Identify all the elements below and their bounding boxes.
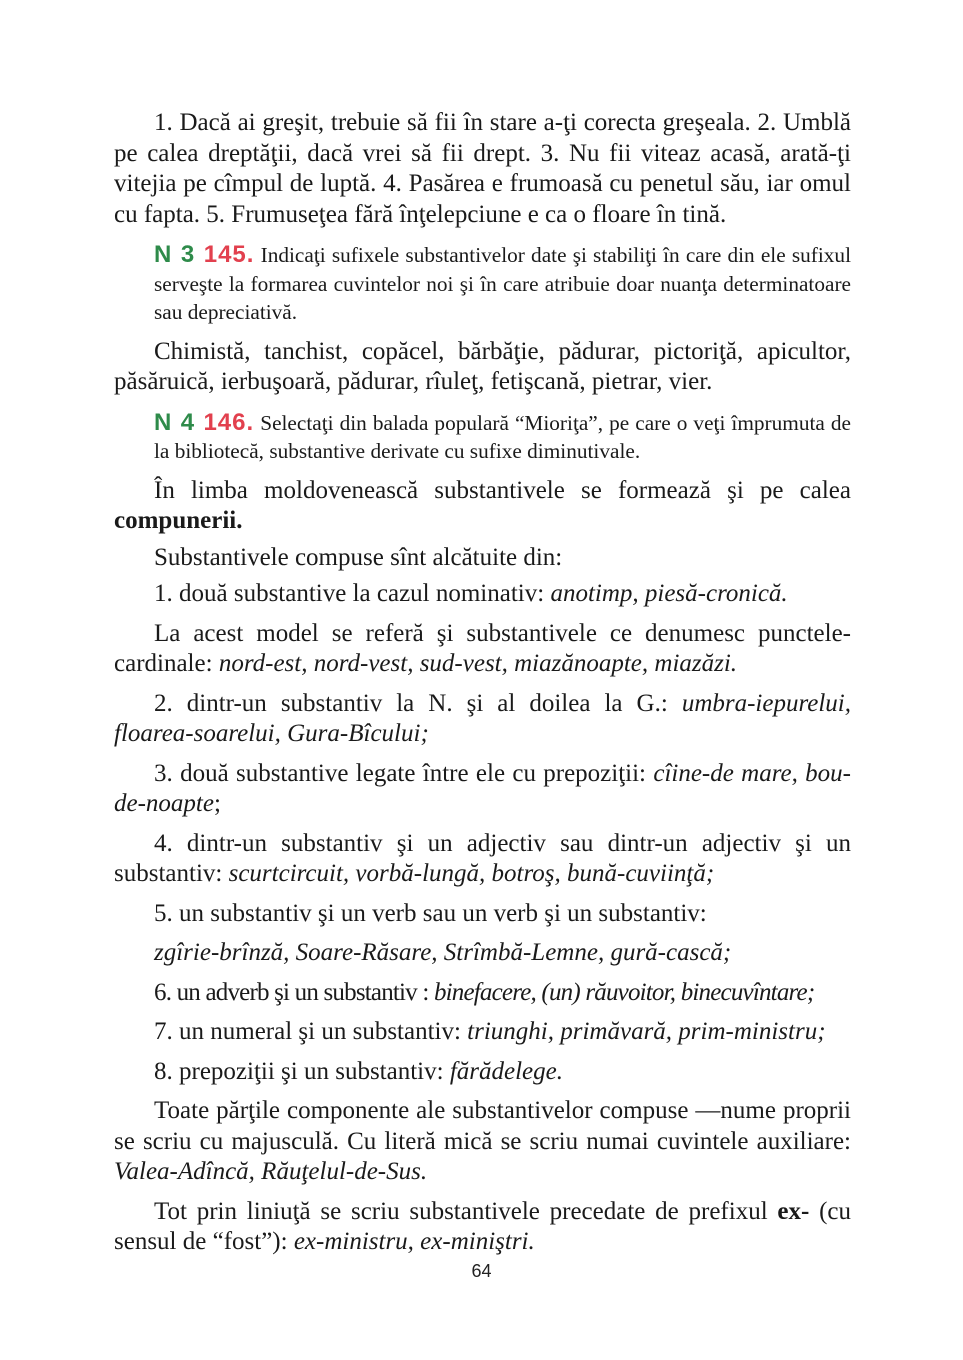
rule-8-text: 8. prepoziţii şi un substantiv: bbox=[154, 1057, 444, 1085]
rule-1-examples: anotimp, piesă-cronică. bbox=[550, 580, 788, 607]
compuse-intro bbox=[114, 543, 851, 574]
rule-3-examples: cîine-de mare, bou-de-noapte bbox=[114, 759, 852, 817]
rule-7-examples: triunghi, primăvară, prim-ministru; bbox=[467, 1018, 826, 1045]
liniuta-text-after: (cu sensul de “fost”): bbox=[114, 1197, 852, 1255]
rule-1-text: 1. două substantive la cazul nominativ: bbox=[154, 580, 545, 607]
exercise-146-label bbox=[154, 409, 254, 436]
liniuta-paragraph bbox=[114, 1197, 851, 1258]
rule-5 bbox=[114, 899, 851, 930]
compunere-text: În limba moldovenească substantivele se formează şi pe calea bbox=[154, 476, 851, 504]
rule-cardinal-examples: nord-est, nord-vest, sud-vest, miazănoapte, miazăzi. bbox=[218, 650, 738, 677]
words-145-paragraph bbox=[114, 337, 851, 398]
rule-4-text: 4. dintr-un substantiv şi un adjectiv sau dintr-un adjectiv şi un substantiv: bbox=[114, 829, 851, 887]
exercise-145-text: Indicaţi sufixele substantivelor date şi stabiliţi în care din ele sufixul serveşte la formarea cuvintelor noi şi în care atribuie doar nuanţa determinatoare sau depreciativă. bbox=[154, 243, 851, 324]
liniuta-text-before: Tot prin liniuţă se scriu substantivele precedate de prefixul bbox=[154, 1197, 768, 1225]
rule-5-examples: zgîrie-brînză, Soare-Răsare, Strîmbă-Lemne, gură-cască; bbox=[154, 939, 732, 966]
intro-paragraph bbox=[114, 108, 851, 230]
page-content bbox=[114, 108, 851, 1258]
rule-4-examples: scurtcircuit, vorbă-lungă, botroş, bună-cuviinţă; bbox=[228, 860, 715, 887]
rule-6-text: 6. un adverb şi un substantiv : bbox=[154, 978, 429, 1006]
rule-6-examples: binefacere, (un) răuvoitor, binecuvîntare; bbox=[433, 978, 815, 1006]
exercise-145-number: 145. bbox=[203, 241, 255, 268]
rule-2 bbox=[114, 689, 851, 750]
rule-7-text: 7. un numeral şi un substantiv: bbox=[154, 1018, 461, 1045]
rule-cardinal-text: La acest model se referă şi substantivele ce denumesc punctele-cardinale: bbox=[114, 619, 851, 677]
rule-3 bbox=[114, 759, 851, 820]
exercise-146-number: 146. bbox=[203, 408, 255, 436]
exercise-146-text: Selectaţi din balada populară “Mioriţa”, pe care o veţi împrumuta de la bibliotecă, substantive derivate cu sufixe diminutivale. bbox=[154, 410, 851, 463]
majuscula-paragraph bbox=[114, 1096, 851, 1188]
exercise-145-prefix: N 3 bbox=[154, 241, 196, 268]
exercise-146-prefix: N 4 bbox=[154, 408, 196, 436]
rule-8-examples: fărădelege. bbox=[449, 1057, 563, 1085]
compunere-bold: compunerii. bbox=[114, 507, 243, 534]
rule-1 bbox=[114, 579, 851, 610]
rule-cardinal bbox=[114, 619, 851, 680]
rule-2-examples: umbra-iepurelui, floarea-soarelui, Gura-Bîcului; bbox=[114, 689, 852, 747]
compuse-intro-text: Substantivele compuse sînt alcătuite din: bbox=[154, 543, 563, 571]
rule-7 bbox=[114, 1017, 851, 1048]
majuscula-examples: Valea-Adîncă, Răuţelul-de-Sus. bbox=[114, 1158, 428, 1185]
intro-text: 1. Dacă ai greşit, trebuie să fii în stare a-ţi corecta greşeala. 2. Umblă pe calea dreptăţii, dacă vrei să fii drept. 3. Nu fii viteaz acasă, arată-ţi vitejia pe cîmpul de luptă. 4. Pasărea e frumoasă cu penetul său, iar omul cu fapta. 5. Frumuseţea fără înţelepciune e ca o floare în tină. bbox=[114, 109, 851, 228]
rule-3-tail: ; bbox=[213, 790, 221, 817]
rule-8 bbox=[114, 1057, 851, 1088]
majuscula-text: Toate părţile componente ale substantivelor compuse —nume proprii se scriu cu majusculă. Cu literă mică se scriu numai cuvintele auxiliare: bbox=[114, 1097, 851, 1155]
exercise-145 bbox=[154, 241, 851, 327]
compunere-paragraph bbox=[114, 476, 851, 537]
rule-5-examples-line bbox=[114, 938, 851, 969]
rule-6 bbox=[114, 978, 851, 1009]
exercise-145-label bbox=[154, 241, 254, 268]
page-number: 64 bbox=[471, 1261, 492, 1281]
liniuta-prefix: ex- bbox=[777, 1197, 810, 1225]
liniuta-examples: ex-ministru, ex-miniştri. bbox=[293, 1228, 535, 1255]
words-145-text: Chimistă, tanchist, copăcel, bărbăţie, pădurar, pictoriţă, apicultor, păsăruică, ierbuşoară, pădurar, rîuleţ, fetişcană, pietrar, vier. bbox=[114, 337, 851, 395]
rule-3-text: 3. două substantive legate între ele cu prepoziţii: bbox=[154, 759, 647, 787]
rule-5-text: 5. un substantiv şi un verb sau un verb şi un substantiv: bbox=[154, 899, 707, 927]
exercise-146 bbox=[154, 409, 851, 466]
rule-4 bbox=[114, 829, 851, 890]
rule-2-text: 2. dintr-un substantiv la N. şi al doilea la G.: bbox=[154, 689, 668, 717]
